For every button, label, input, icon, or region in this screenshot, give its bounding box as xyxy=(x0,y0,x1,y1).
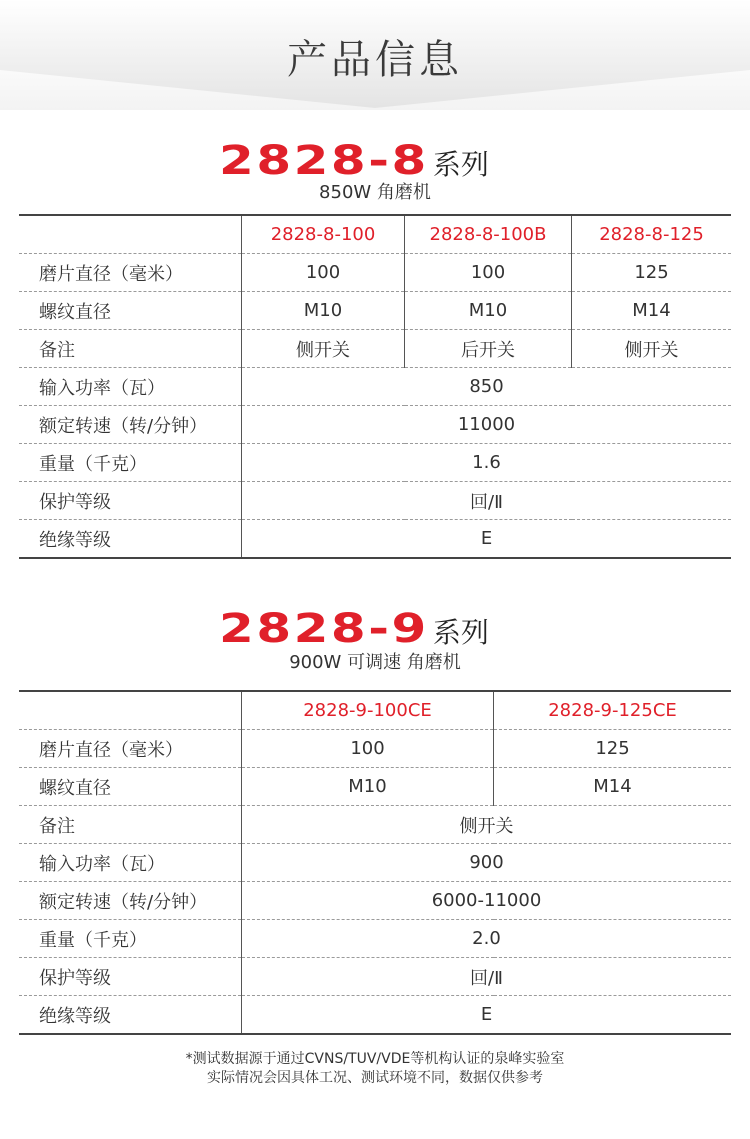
model-header: 2828-8-100 xyxy=(242,215,405,254)
row-label: 额定转速（转/分钟） xyxy=(19,406,242,444)
footnote-line: 实际情况会因具体工况、测试环境不同，数据仅供参考 xyxy=(207,1070,543,1086)
table-row xyxy=(19,482,731,520)
table-row xyxy=(19,844,731,882)
table-row xyxy=(19,958,731,996)
series-suffix: 系列 xyxy=(432,616,489,649)
page-header xyxy=(0,0,750,110)
table-row xyxy=(19,806,731,844)
table-cell xyxy=(19,691,242,730)
row-label: 额定转速（转/分钟） xyxy=(19,882,242,920)
table-cell: E xyxy=(480,1004,493,1025)
table-row xyxy=(19,292,731,330)
table-cell: M10 xyxy=(242,768,494,806)
table-row xyxy=(19,215,731,254)
table-row xyxy=(19,882,731,920)
table-cell: 后开关 xyxy=(405,330,572,368)
table-row xyxy=(19,368,731,406)
page-title: 产品信息 xyxy=(287,37,463,83)
table-row xyxy=(19,330,731,368)
table-row xyxy=(19,920,731,958)
row-label: 保护等级 xyxy=(19,482,242,520)
row-label: 磨片直径（毫米） xyxy=(19,730,242,768)
series-code: 2828-9 xyxy=(219,606,429,652)
table-cell: 900 xyxy=(242,844,732,882)
table-row xyxy=(19,768,731,806)
table-cell: M10 xyxy=(405,292,572,330)
table-cell: 100 xyxy=(242,730,494,768)
spec-table xyxy=(19,214,731,559)
table-cell: E xyxy=(480,528,493,549)
table-row xyxy=(19,406,731,444)
row-label: 备注 xyxy=(19,806,242,844)
row-label: 螺纹直径 xyxy=(19,768,242,806)
series-subtitle: 850W 角磨机 xyxy=(319,182,431,203)
table-cell: 850 xyxy=(242,368,732,406)
footnote-line: *测试数据源于通过CVNS/TUV/VDE等机构认证的泉峰实验室 xyxy=(185,1051,565,1067)
table-cell: 100 xyxy=(405,254,572,292)
model-header: 2828-8-125 xyxy=(572,215,732,254)
table-cell: M10 xyxy=(242,292,405,330)
table-cell: M14 xyxy=(494,768,732,806)
row-label: 螺纹直径 xyxy=(19,292,242,330)
row-label: 绝缘等级 xyxy=(19,996,242,1035)
spec-table xyxy=(19,690,731,1035)
row-label: 备注 xyxy=(19,330,242,368)
table-cell: 2.0 xyxy=(242,920,732,958)
row-label: 重量（千克） xyxy=(19,920,242,958)
row-label: 输入功率（瓦） xyxy=(19,368,242,406)
table-cell: 回/Ⅱ xyxy=(242,482,732,520)
row-label: 重量（千克） xyxy=(19,444,242,482)
table-cell: 11000 xyxy=(242,406,732,444)
table-cell: 6000-11000 xyxy=(242,882,732,920)
table-row xyxy=(19,996,731,1035)
table-row xyxy=(19,520,731,559)
series-code: 2828-8 xyxy=(219,138,429,184)
table-cell: 125 xyxy=(572,254,732,292)
table-cell xyxy=(19,215,242,254)
table-cell: 100 xyxy=(242,254,405,292)
table-cell: 侧开关 xyxy=(242,330,405,368)
table-row xyxy=(19,730,731,768)
model-header: 2828-9-125CE xyxy=(494,691,732,730)
row-label: 绝缘等级 xyxy=(19,520,242,559)
series-subtitle: 900W 可调速 角磨机 xyxy=(289,652,461,673)
row-label: 磨片直径（毫米） xyxy=(19,254,242,292)
table-cell: 125 xyxy=(494,730,732,768)
table-row xyxy=(19,444,731,482)
table-cell: 1.6 xyxy=(242,444,732,482)
table-cell: M14 xyxy=(572,292,732,330)
row-label: 输入功率（瓦） xyxy=(19,844,242,882)
series-suffix: 系列 xyxy=(432,148,489,181)
table-row xyxy=(19,691,731,730)
series-title xyxy=(0,606,750,652)
table-cell: 侧开关 xyxy=(572,330,732,368)
table-cell: 侧开关 xyxy=(242,806,732,844)
row-label: 保护等级 xyxy=(19,958,242,996)
table-cell: 回/Ⅱ xyxy=(242,958,732,996)
table-row xyxy=(19,254,731,292)
model-header: 2828-8-100B xyxy=(405,215,572,254)
model-header: 2828-9-100CE xyxy=(242,691,494,730)
footnote xyxy=(0,1050,750,1088)
